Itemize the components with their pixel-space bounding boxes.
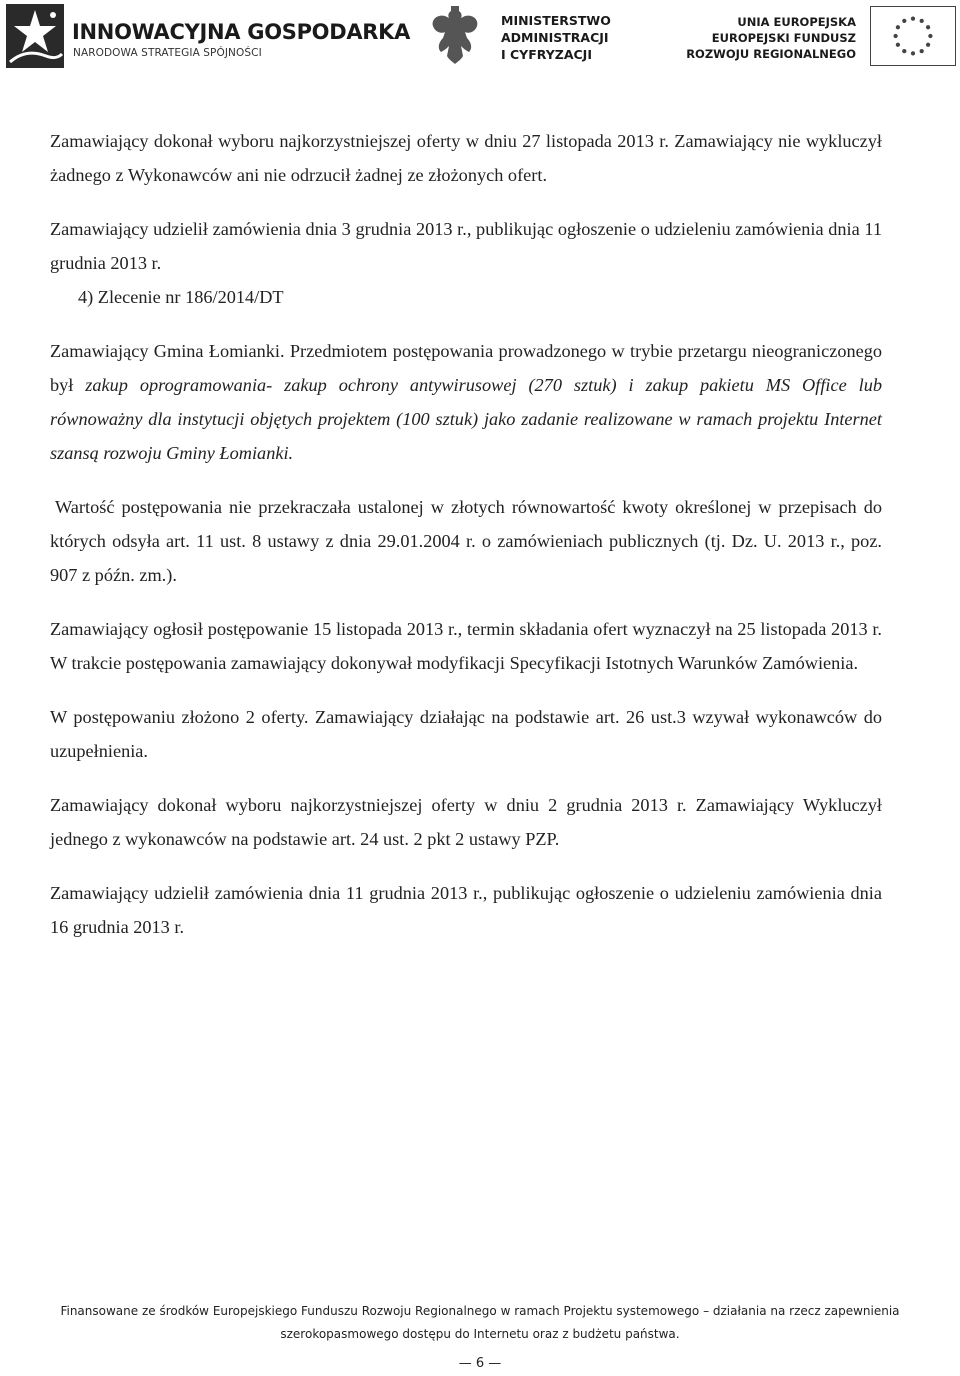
paragraph-2: Zamawiający udzielił zamówienia dnia 3 grudnia 2013 r., publikując ogłoszenie o udzieleniu zamówienia dnia 11 grudnia 2013 r. [50, 219, 882, 273]
ministry-line-2: ADMINISTRACJI [501, 30, 609, 45]
paragraph-1: Zamawiający dokonał wyboru najkorzystniejszej oferty w dniu 27 listopada 2013 r. Zamawiający nie wykluczył żadnego z Wykonawców ani nie odrzucił żadnej ze złożonych ofert. [50, 131, 882, 185]
eagle-emblem-icon [425, 4, 485, 68]
paragraph-9: Zamawiający udzielił zamówienia dnia 11 grudnia 2013 r., publikując ogłoszenie o udzieleniu zamówienia dnia 16 grudnia 2013 r. [50, 883, 882, 937]
eu-flag-icon [870, 6, 956, 66]
funding-footer [0, 1300, 960, 1346]
paragraph-4 [50, 334, 882, 470]
page-number: — 6 — [458, 1356, 502, 1371]
ig-star-logo-icon [6, 4, 64, 68]
paragraph-7: W postępowaniu złożono 2 oferty. Zamawiający działając na podstawie art. 26 ust.3 wzywał wykonawców do uzupełnienia. [50, 707, 882, 761]
ministry-name [501, 12, 611, 63]
order-heading: 4) Zlecenie nr 186/2014/DT [78, 287, 284, 307]
footer-line-1: Finansowane ze środków Europejskiego Funduszu Rozwoju Regionalnego w ramach Projektu systemowego – działania na rzecz zapewnienia [60, 1304, 900, 1318]
ig-title: INNOWACYJNA GOSPODARKA [72, 20, 411, 44]
paragraph-4-subject: zakup oprogramowania- zakup ochrony antywirusowej (270 sztuk) i zakup pakietu MS Office lub równoważny dla instytucji objętych projektem (100 sztuk) jako zadanie realizowane w ramach projektu Internet szansą rozwoju Gminy Łomianki. [50, 375, 882, 463]
eu-line-1: UNIA EUROPEJSKA [737, 15, 856, 29]
page-header [0, 0, 960, 80]
eu-line-2: EUROPEJSKI FUNDUSZ [711, 31, 856, 45]
document-body [50, 124, 882, 944]
ig-subtitle: NARODOWA STRATEGIA SPÓJNOŚCI [73, 47, 262, 59]
paragraph-8: Zamawiający dokonał wyboru najkorzystniejszej oferty w dniu 2 grudnia 2013 r. Zamawiający Wykluczył jednego z wykonawców na podstawie art. 24 ust. 2 pkt 2 ustawy PZP. [50, 795, 882, 849]
footer-line-2: szerokopasmowego dostępu do Internetu oraz z budżetu państwa. [280, 1327, 680, 1341]
paragraph-5: Wartość postępowania nie przekraczała ustalonej w złotych równowartość kwoty określonej w przepisach do których odsyła art. 11 ust. 8 ustawy z dnia 29.01.2004 r. o zamówieniach publicznych (tj. Dz. U. 2013 r., poz. 907 z późn. zm.). [50, 497, 882, 585]
ministry-line-1: MINISTERSTWO [501, 13, 611, 28]
ministry-logo [425, 4, 645, 68]
eu-logo [686, 4, 958, 68]
eu-fund-name [686, 14, 856, 62]
eu-line-3: ROZWOJU REGIONALNEGO [686, 47, 856, 61]
paragraph-4-lead: Zamawiający Gmina Łomianki. Przedmiotem postępowania prowadzonego w trybie przetargu nieograniczonego był [50, 341, 882, 395]
innowacyjna-gospodarka-logo [6, 4, 411, 68]
ministry-line-3: I CYFRYZACJI [501, 47, 592, 62]
paragraph-6: Zamawiający ogłosił postępowanie 15 listopada 2013 r., termin składania ofert wyznaczył na 25 listopada 2013 r. W trakcie postępowania zamawiający dokonywał modyfikacji Specyfikacji Istotnych Warunków Zamówienia. [50, 619, 882, 673]
